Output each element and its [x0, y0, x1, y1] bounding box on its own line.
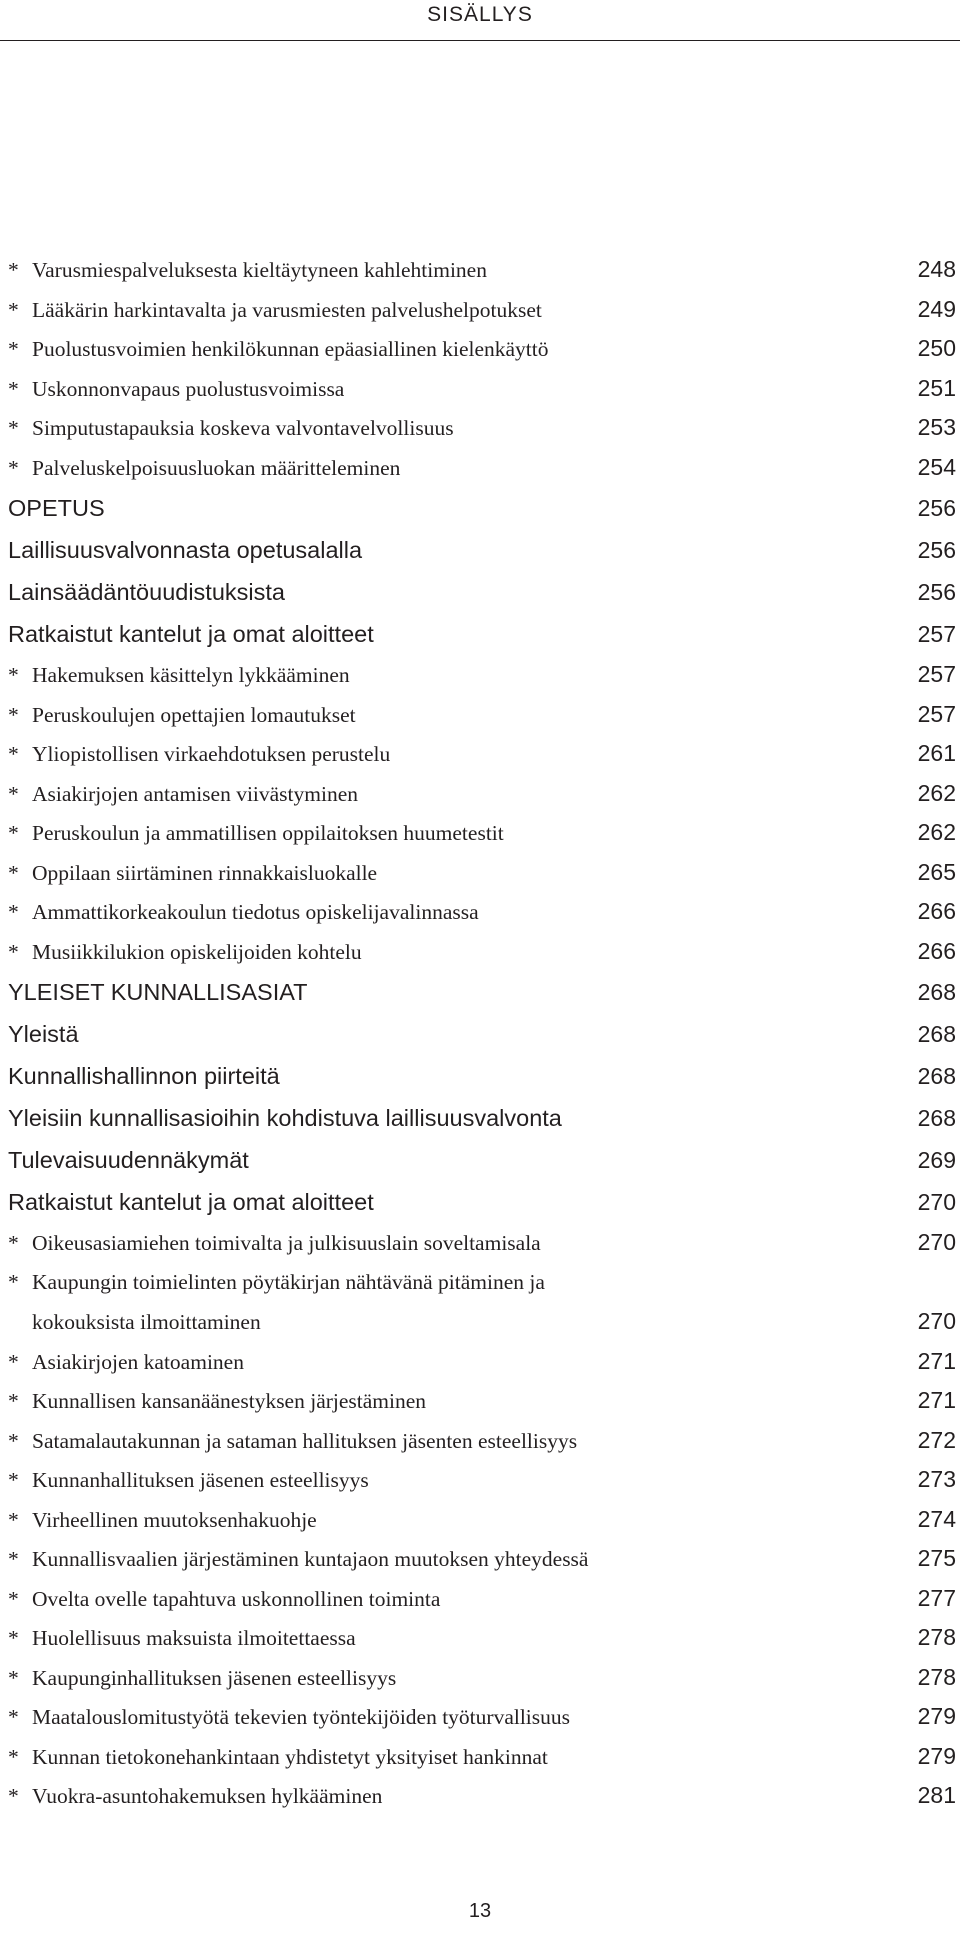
- toc-entry-title: [8, 854, 884, 894]
- bullet-asterisk: *: [8, 1231, 19, 1255]
- toc-entry-page: 256: [917, 495, 956, 521]
- toc-entry-subsection: [8, 734, 956, 774]
- toc-entry-section: [8, 971, 956, 1013]
- toc-entry-section: [8, 529, 956, 571]
- toc-entry-page: 253: [917, 414, 956, 440]
- running-header: [0, 0, 960, 41]
- toc-entry-subsection: [8, 1381, 956, 1421]
- toc-entry-subsection: [8, 1697, 956, 1737]
- toc-entry-subsection: [8, 250, 956, 290]
- toc-entry-title: [8, 1097, 884, 1139]
- toc-entry-title-text: Huolellisuus maksuista ilmoitettaessa: [32, 1626, 356, 1650]
- toc-entry-title-text: Varusmiespalveluksesta kieltäytyneen kahlehtiminen: [32, 258, 487, 282]
- toc-entry-section: [8, 571, 956, 613]
- toc-entry-page: 268: [917, 979, 956, 1005]
- toc-entry-title: [8, 1055, 884, 1097]
- toc-entry-section: [8, 1139, 956, 1181]
- toc-entry-subsection: [8, 655, 956, 695]
- toc-entry-title: [8, 775, 884, 815]
- toc-entry-title-text: Oppilaan siirtäminen rinnakkaisluokalle: [32, 860, 378, 885]
- toc-entry-title-text: Lainsäädäntöuudistuksista: [8, 579, 285, 605]
- toc-entry-subsection: [8, 1342, 956, 1382]
- bullet-asterisk: *: [8, 1626, 19, 1650]
- toc-entry-title: [8, 571, 884, 613]
- toc-entry-page: 272: [917, 1426, 956, 1453]
- toc-entry-title: [8, 1461, 884, 1501]
- bullet-asterisk: *: [8, 939, 19, 964]
- toc-entry-title: [8, 893, 884, 933]
- bullet-asterisk: *: [8, 1428, 19, 1453]
- toc-entry-subsection: [8, 448, 956, 488]
- toc-entry-title-text: Kunnallisvaalien järjestäminen kuntajaon muutoksen yhteydessä: [32, 1547, 589, 1571]
- table-of-contents: [8, 250, 956, 1816]
- toc-entry-title-continuation: kokouksista ilmoittaminen: [32, 1310, 261, 1334]
- toc-entry-title-text: Satamalautakunnan ja sataman hallituksen jäsenten esteellisyys: [32, 1428, 578, 1453]
- toc-entry-title: [8, 1139, 884, 1181]
- toc-entry-title: [8, 1501, 884, 1541]
- toc-entry-subsection: [8, 1776, 956, 1816]
- toc-entry-title-text: Kunnan tietokonehankintaan yhdistetyt yksityiset hankinnat: [32, 1744, 548, 1769]
- bullet-asterisk: *: [8, 1586, 19, 1611]
- bullet-asterisk: *: [8, 742, 19, 766]
- toc-entry-subsection: [8, 813, 956, 853]
- toc-entry-section: [8, 1097, 956, 1139]
- toc-entry-title-text: Yleisiin kunnallisasioihin kohdistuva laillisuusvalvonta: [8, 1105, 562, 1131]
- toc-entry-subsection: [8, 290, 956, 330]
- bullet-asterisk: *: [8, 1349, 19, 1374]
- toc-entry-title-text: Ratkaistut kantelut ja omat aloitteet: [8, 1189, 374, 1215]
- toc-entry-title: [8, 1738, 884, 1778]
- toc-entry-page: 269: [917, 1147, 956, 1173]
- toc-entry-title-text: Lääkärin harkintavalta ja varusmiesten palvelushelpotukset: [32, 297, 542, 322]
- bullet-asterisk: *: [8, 258, 19, 282]
- bullet-asterisk: *: [8, 337, 19, 361]
- toc-entry-title: [8, 656, 884, 696]
- toc-entry-title-text: Oikeusasiamiehen toimivalta ja julkisuuslain soveltamisala: [32, 1231, 541, 1255]
- toc-entry-title-text: Vuokra-asuntohakemuksen hylkääminen: [32, 1784, 383, 1808]
- toc-entry-title-text: Yleistä: [8, 1021, 79, 1047]
- toc-entry-title-text: Simputustapauksia koskeva valvontavelvollisuus: [32, 416, 454, 440]
- toc-entry-title: [8, 529, 884, 571]
- bullet-asterisk: *: [8, 1705, 19, 1729]
- bullet-asterisk: *: [8, 297, 19, 322]
- toc-entry-subsection: [8, 1223, 956, 1263]
- toc-entry-page: 265: [917, 858, 956, 885]
- toc-entry-page: 270: [917, 1308, 956, 1334]
- toc-entry-subsection: [8, 695, 956, 735]
- toc-entry-section: [8, 1181, 956, 1223]
- toc-entry-title: [8, 251, 884, 291]
- toc-entry-section: [8, 487, 956, 529]
- toc-entry-subsection: [8, 1539, 956, 1579]
- toc-entry-page: 278: [917, 1624, 956, 1650]
- bullet-asterisk: *: [8, 702, 19, 727]
- toc-entry-page: 256: [917, 579, 956, 605]
- toc-entry-title-text: Musiikkilukion opiskelijoiden kohtelu: [32, 939, 362, 964]
- bullet-asterisk: *: [8, 1468, 19, 1492]
- toc-entry-page: 248: [917, 256, 956, 282]
- toc-entry-title-text: Kaupungin toimielinten pöytäkirjan nähtävänä pitäminen ja: [32, 1269, 545, 1294]
- toc-entry-subsection: [8, 1737, 956, 1777]
- toc-entry-page: 257: [917, 621, 956, 647]
- toc-entry-page: 270: [917, 1229, 956, 1255]
- toc-entry-subsection: [8, 408, 956, 448]
- toc-entry-page: 268: [917, 1063, 956, 1089]
- bullet-asterisk: *: [8, 1784, 19, 1808]
- toc-entry-title: [8, 1013, 884, 1055]
- toc-entry-title: [8, 1659, 884, 1699]
- toc-entry-title-text: Kunnallishallinnon piirteitä: [8, 1063, 280, 1089]
- toc-entry-page: 271: [917, 1387, 956, 1413]
- toc-entry-title: [8, 370, 884, 410]
- toc-entry-title-text: Laillisuusvalvonnasta opetusalalla: [8, 537, 363, 563]
- toc-entry-subsection: [8, 1460, 956, 1500]
- toc-entry-title: [8, 487, 884, 529]
- toc-entry-title-text: OPETUS: [8, 495, 105, 521]
- toc-entry-title: [8, 696, 884, 736]
- toc-entry-title: [8, 735, 884, 775]
- toc-entry-page: 279: [917, 1742, 956, 1769]
- toc-entry-title: [8, 449, 884, 489]
- toc-entry-subsection: [8, 932, 956, 972]
- toc-entry-title: [8, 1698, 884, 1738]
- toc-entry-page: 250: [917, 335, 956, 361]
- toc-entry-title: [8, 1382, 884, 1422]
- toc-entry-subsection: [8, 1579, 956, 1619]
- toc-entry-page: 278: [917, 1663, 956, 1690]
- bullet-asterisk: *: [8, 1507, 19, 1532]
- toc-entry-page: 257: [917, 700, 956, 727]
- bullet-asterisk: *: [8, 1547, 19, 1571]
- toc-entry-title: [8, 1422, 884, 1462]
- toc-entry-page: 270: [917, 1189, 956, 1215]
- toc-entry-page: 251: [917, 374, 956, 401]
- page-number: 13: [468, 1900, 492, 1922]
- toc-entry-title-text: Yliopistollisen virkaehdotuksen perustelu: [32, 742, 391, 766]
- bullet-asterisk: *: [8, 455, 19, 480]
- toc-entry-title: [8, 1181, 884, 1223]
- toc-entry-title: [8, 933, 884, 973]
- toc-entry-title: [8, 1619, 884, 1659]
- toc-entry-title-text: YLEISET KUNNALLISASIAT: [8, 979, 308, 1005]
- toc-entry-title-text: Ovelta ovelle tapahtuva uskonnollinen toiminta: [32, 1586, 441, 1611]
- bullet-asterisk: *: [8, 1744, 19, 1769]
- toc-entry-page: 254: [917, 453, 956, 480]
- toc-entry-subsection: [8, 329, 956, 369]
- toc-entry-title: [8, 1343, 884, 1383]
- toc-entry-subsection: [8, 853, 956, 893]
- toc-entry-title-text: Uskonnonvapaus puolustusvoimissa: [32, 376, 345, 401]
- toc-entry-page: 262: [917, 779, 956, 806]
- toc-entry-page: 279: [917, 1703, 956, 1729]
- toc-entry-title: [8, 613, 884, 655]
- toc-entry-page: 274: [917, 1505, 956, 1532]
- toc-entry-page: 262: [917, 819, 956, 845]
- toc-entry-page: 266: [917, 898, 956, 924]
- toc-entry-title-text: Kunnanhallituksen jäsenen esteellisyys: [32, 1468, 369, 1492]
- toc-entry-page: 271: [917, 1347, 956, 1374]
- toc-entry-section: [8, 1013, 956, 1055]
- toc-entry-title: [8, 1263, 956, 1303]
- bullet-asterisk: *: [8, 900, 19, 924]
- bullet-asterisk: *: [8, 821, 19, 845]
- toc-entry-title: [8, 814, 884, 854]
- toc-entry-page: 257: [917, 661, 956, 687]
- bullet-asterisk: *: [8, 663, 19, 687]
- toc-entry-title-text: Peruskoulun ja ammatillisen oppilaitoksen huumetestit: [32, 821, 504, 845]
- toc-entry-title-text: Ammattikorkeakoulun tiedotus opiskelijavalinnassa: [32, 900, 479, 924]
- toc-entry-title-text: Asiakirjojen katoaminen: [32, 1349, 244, 1374]
- toc-entry-title-text: Kunnallisen kansanäänestyksen järjestäminen: [32, 1389, 427, 1413]
- toc-entry-page: 275: [917, 1545, 956, 1571]
- toc-entry-title: [8, 971, 884, 1013]
- toc-entry-page: 261: [917, 740, 956, 766]
- toc-entry-title-text: Asiakirjojen antamisen viivästyminen: [32, 781, 359, 806]
- toc-entry-section: [8, 613, 956, 655]
- toc-entry-title-text: Tulevaisuudennäkymät: [8, 1147, 249, 1173]
- running-header-title: SISÄLLYS: [427, 3, 533, 26]
- toc-entry-title-text: Ratkaistut kantelut ja omat aloitteet: [8, 621, 374, 647]
- bullet-asterisk: *: [8, 416, 19, 440]
- toc-entry-title: [8, 1777, 884, 1817]
- toc-entry-title: [8, 1540, 884, 1580]
- bullet-asterisk: *: [8, 1665, 19, 1690]
- toc-entry-title-text: Hakemuksen käsittelyn lykkääminen: [32, 663, 350, 687]
- toc-entry-subsection: [8, 1263, 956, 1342]
- toc-entry-page: 256: [917, 537, 956, 563]
- toc-entry-subsection: [8, 1500, 956, 1540]
- toc-entry-title: [8, 1580, 884, 1620]
- toc-entry-title-text: Peruskoulujen opettajien lomautukset: [32, 702, 356, 727]
- bullet-asterisk: *: [8, 1269, 19, 1294]
- toc-entry-subsection: [8, 892, 956, 932]
- toc-entry-page: 266: [917, 937, 956, 964]
- bullet-asterisk: *: [8, 781, 19, 806]
- toc-entry-title-text: Virheellinen muutoksenhakuohje: [32, 1507, 317, 1532]
- toc-entry-title-text: Palveluskelpoisuusluokan määritteleminen: [32, 455, 401, 480]
- toc-entry-title-text: Puolustusvoimien henkilökunnan epäasiallinen kielenkäyttö: [32, 337, 549, 361]
- toc-entry-page: 273: [917, 1466, 956, 1492]
- bullet-asterisk: *: [8, 376, 19, 401]
- toc-entry-subsection: [8, 1658, 956, 1698]
- toc-entry-subsection: [8, 1618, 956, 1658]
- toc-entry-page: 281: [917, 1782, 956, 1808]
- toc-entry-title-text: Kaupunginhallituksen jäsenen esteellisyys: [32, 1665, 397, 1690]
- toc-entry-subsection: [8, 1421, 956, 1461]
- toc-entry-page: 249: [917, 295, 956, 322]
- toc-entry-page: 268: [917, 1105, 956, 1131]
- toc-entry-page: 277: [917, 1584, 956, 1611]
- toc-entry-title: [8, 1224, 884, 1264]
- toc-entry-subsection: [8, 369, 956, 409]
- toc-entry-section: [8, 1055, 956, 1097]
- toc-entry-page: 268: [917, 1021, 956, 1047]
- toc-entry-title: [8, 291, 884, 331]
- toc-entry-subsection: [8, 774, 956, 814]
- toc-entry-title: [8, 409, 884, 449]
- toc-entry-title-text: Maatalouslomitustyötä tekevien työntekijöiden työturvallisuus: [32, 1705, 571, 1729]
- bullet-asterisk: *: [8, 860, 19, 885]
- toc-entry-title: [8, 330, 884, 370]
- bullet-asterisk: *: [8, 1389, 19, 1413]
